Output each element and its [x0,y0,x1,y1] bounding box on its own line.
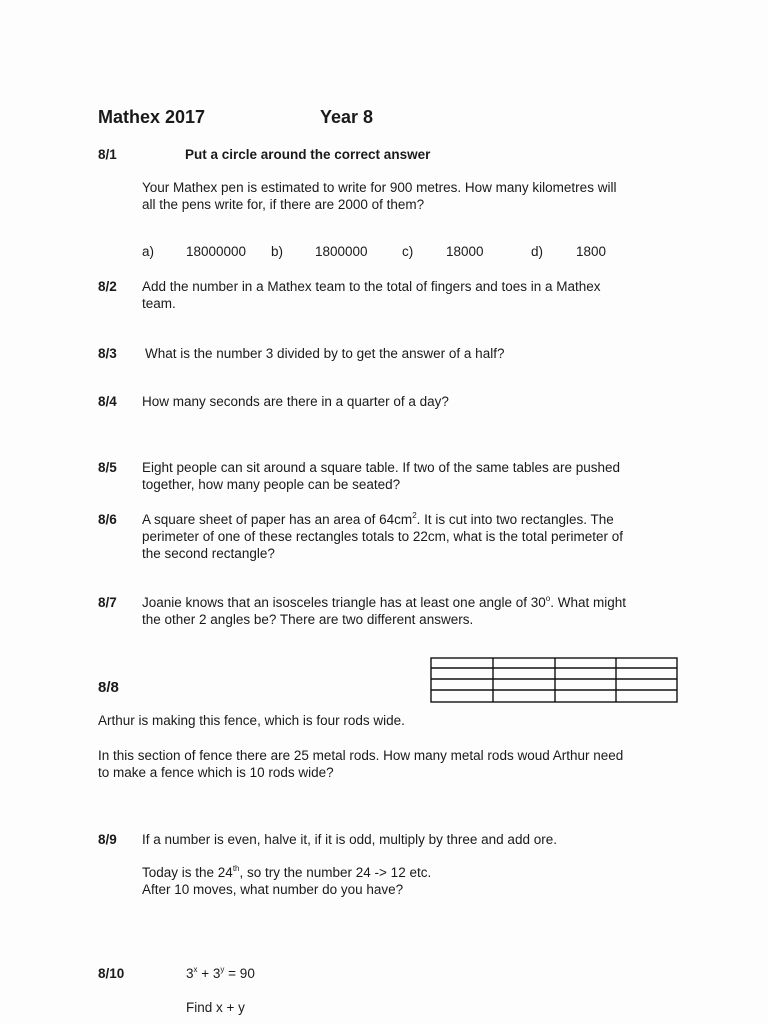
question-text: How many seconds are there in a quarter of a day? [142,394,449,409]
question-number: 8/1 [98,147,117,162]
question-text: Joanie knows that an isosceles triangle has at least one angle of 30$^o$. What might [142,593,626,610]
question-number: 8/2 [98,279,117,294]
question-text: A square sheet of paper has an area of $64cm^2$. It is cut into two rectangles. The [142,510,614,527]
question-text: Add the number in a Mathex team to the total of fingers and toes in a Mathex [142,279,601,294]
question-number: 8/3 [98,346,117,361]
question-text: to make a fence which is 10 rods wide? [98,765,334,780]
question-text: After 10 moves, what number do you have? [142,882,404,897]
question-text: perimeter of one of these rectangles totals to 22cm, what is the total perimeter of [142,529,623,544]
fence-diagram [430,657,678,703]
question-text: the second rectangle? [142,546,275,561]
question-text: Your Mathex pen is estimated to write for 900 metres. How many kilometres will [142,180,617,195]
question-text: together, how many people can be seated? [142,477,401,492]
question-number: 8/10 [98,966,125,981]
question-text: In this section of fence there are 25 metal rods. How many metal rods woud Arthur need [98,748,624,763]
question-number: 8/9 [98,832,117,847]
question-text: all the pens write for, if there are 2000 of them? [142,197,425,212]
option-value: 1800 [576,244,607,259]
option-letter: d) [531,244,544,259]
question-text: Today is the 24th, so try the number 24 -> 12 etc. [142,863,432,880]
question-number: 8/8 [98,679,119,696]
question-text: Eight people can sit around a square table. If two of the same tables are pushed [142,460,621,475]
option-value: 1800000 [315,244,368,259]
question-text: team. [142,296,176,311]
option-value: 18000 [446,244,484,259]
question-text: Arthur is making this fence, which is four rods wide. [98,713,405,728]
question-text: the other 2 angles be? There are two different answers. [142,612,474,627]
page-title: Mathex 2017 [98,107,206,127]
equation: $3^x + 3^y = 90$ [186,964,255,981]
question-instruction: Put a circle around the correct answer [185,147,431,162]
year-label: Year 8 [320,107,374,127]
option-letter: b) [271,244,284,259]
fence-outline [431,658,677,702]
question-number: 8/7 [98,595,117,610]
question-text: If a number is even, halve it, if it is odd, multiply by three and add ore. [142,832,557,847]
question-number: 8/5 [98,460,117,475]
question-number: 8/6 [98,512,117,527]
question-number: 8/4 [98,394,117,409]
question-text: Find x + y [186,1000,245,1015]
option-letter: c) [402,244,414,259]
option-value: 18000000 [186,244,247,259]
option-letter: a) [142,244,155,259]
question-text: What is the number 3 divided by to get the answer of a half? [145,346,505,361]
